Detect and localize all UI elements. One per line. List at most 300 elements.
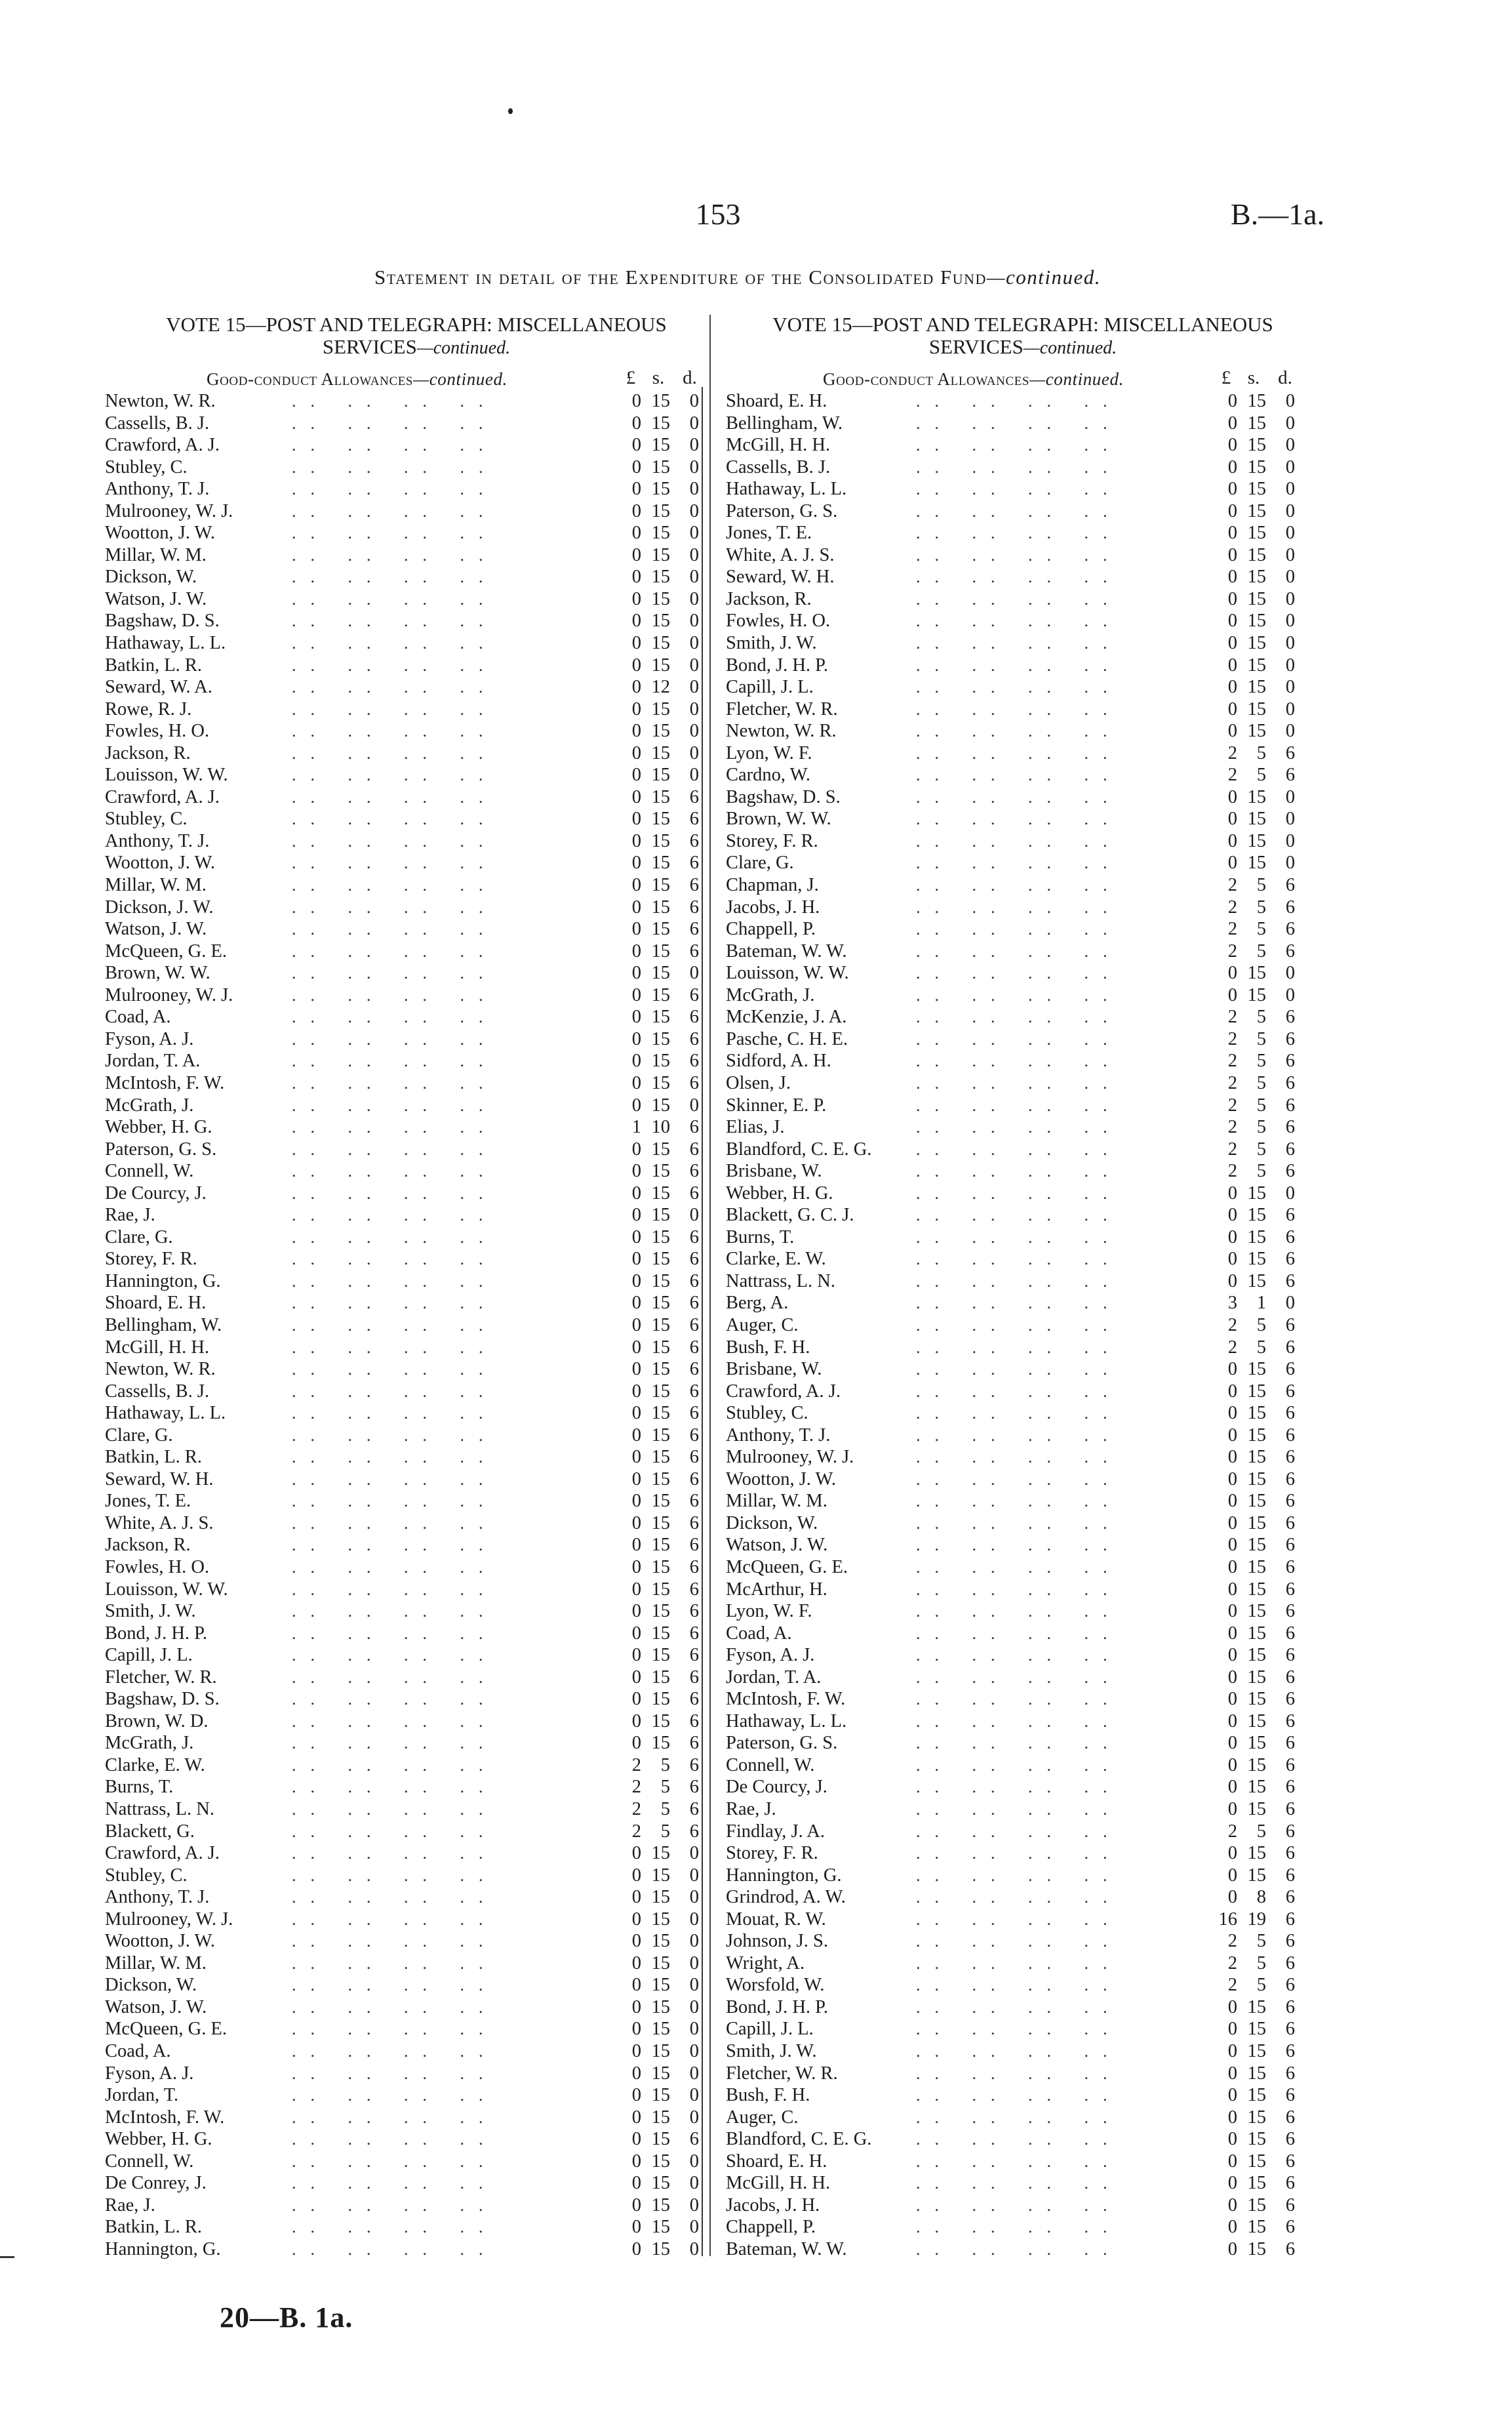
- amount: [615, 2063, 699, 2085]
- amount: [615, 1600, 699, 1623]
- amount-shillings: 1: [1256, 1293, 1266, 1314]
- amount-pence: 6: [689, 830, 699, 851]
- amount-pence: 6: [689, 1579, 699, 1600]
- amount-pounds: 2: [1227, 1028, 1237, 1049]
- payee-name: Clarke, E. W.: [105, 1754, 205, 1775]
- left-allowance-row: [105, 1710, 728, 1733]
- amount-pounds: 0: [631, 1183, 641, 1203]
- amount-shillings: 15: [1247, 698, 1266, 719]
- amount-pounds: 0: [1227, 2041, 1237, 2062]
- amount-pounds: 2: [631, 1821, 641, 1842]
- amount-shillings: 15: [1247, 1865, 1266, 1886]
- dot-leader: .. .. .. ..: [292, 721, 498, 741]
- payee-name: Bateman, W. W.: [726, 940, 847, 961]
- payee-name: Jacobs, J. H.: [726, 2194, 820, 2215]
- right-allowance-row: [726, 2084, 1328, 2107]
- amount-pounds: 0: [631, 611, 641, 632]
- amount-pence: 6: [1285, 1512, 1295, 1533]
- amount-pence: 6: [689, 897, 699, 918]
- dot-leader: .. .. .. ..: [916, 2042, 1122, 2061]
- right-allowance-row: [726, 1072, 1328, 1095]
- right-allowance-row: [726, 522, 1328, 544]
- amount-pence: 0: [1285, 655, 1295, 676]
- right-subheading-text: Good-conduct Allowances: [823, 369, 1030, 389]
- amount: [1211, 2084, 1295, 2107]
- amount-shillings: 15: [651, 698, 670, 719]
- dot-leader: .. .. .. ..: [292, 634, 498, 653]
- amount: [1211, 2238, 1295, 2261]
- payee-name: Wootton, J. W.: [105, 523, 215, 544]
- amount: [615, 1974, 699, 1996]
- left-allowance-row: [105, 808, 728, 830]
- amount-shillings: 15: [1247, 2151, 1266, 2172]
- dot-leader: .. .. .. ..: [916, 457, 1122, 477]
- left-subheading-continued: —continued.: [413, 369, 507, 389]
- amount-shillings: 15: [1247, 456, 1266, 477]
- payee-name: Stubley, C.: [726, 1403, 808, 1424]
- amount-shillings: 15: [1247, 1996, 1266, 2017]
- payee-name: Anthony, T. J.: [105, 830, 210, 851]
- amount-pence: 6: [1285, 1601, 1295, 1622]
- amount-pounds: 0: [631, 633, 641, 654]
- amount: [1211, 1116, 1295, 1139]
- payee-name: Blackett, G.: [105, 1821, 195, 1842]
- amount-pounds: 0: [631, 721, 641, 742]
- amount-pounds: 0: [631, 435, 641, 456]
- dot-leader: .. .. .. ..: [292, 1447, 498, 1467]
- amount: [1211, 1314, 1295, 1337]
- payee-name: Coad, A.: [726, 1623, 792, 1644]
- left-allowance-row: [105, 1402, 728, 1425]
- amount: [615, 1425, 699, 1447]
- payee-name: Paterson, G. S.: [726, 1733, 838, 1754]
- amount-pence: 6: [689, 1226, 699, 1247]
- dot-leader: .. .. .. ..: [916, 1293, 1122, 1313]
- dot-leader: .. .. .. ..: [916, 1535, 1122, 1555]
- amount-pounds: 0: [1227, 500, 1237, 521]
- dot-leader: .. .. .. ..: [916, 634, 1122, 653]
- amount-pence: 0: [1285, 435, 1295, 456]
- amount-shillings: 15: [1247, 633, 1266, 654]
- amount-pounds: 0: [631, 1381, 641, 1402]
- payee-name: Nattrass, L. N.: [105, 1799, 215, 1819]
- dot-leader: .. .. .. ..: [916, 1205, 1122, 1225]
- amount-pence: 6: [689, 1337, 699, 1358]
- dot-leader: .. .. .. ..: [292, 1404, 498, 1423]
- amount-shillings: 15: [651, 1270, 670, 1291]
- dot-leader: .. .. .. ..: [292, 1755, 498, 1775]
- amount-pence: 0: [689, 567, 699, 588]
- amount-pounds: 0: [631, 940, 641, 961]
- amount-pence: 0: [689, 1909, 699, 1930]
- payee-name: Burns, T.: [726, 1226, 795, 1247]
- amount-shillings: 15: [651, 391, 670, 411]
- payee-name: Fyson, A. J.: [726, 1645, 815, 1666]
- amount: [1211, 1292, 1295, 1314]
- amount: [1211, 962, 1295, 984]
- amount-pounds: 0: [631, 1028, 641, 1049]
- right-pence-header: d.: [1278, 367, 1292, 388]
- dot-leader: .. .. .. ..: [916, 1997, 1122, 2017]
- amount-pence: 0: [1285, 1293, 1295, 1314]
- dot-leader: .. .. .. ..: [916, 1073, 1122, 1093]
- amount-pounds: 0: [631, 391, 641, 411]
- amount-pounds: 0: [1227, 1710, 1237, 1731]
- amount-pounds: 0: [631, 1865, 641, 1886]
- dot-leader: .. .. .. ..: [292, 1381, 498, 1401]
- amount-shillings: 15: [1247, 677, 1266, 698]
- dot-leader: .. .. .. ..: [292, 1975, 498, 1995]
- left-allowance-row: [105, 676, 728, 698]
- amount-pounds: 0: [1227, 544, 1237, 565]
- amount-pounds: 2: [1227, 1952, 1237, 1973]
- dot-leader: .. .. .. ..: [292, 1249, 498, 1269]
- payee-name: Watson, J. W.: [105, 1996, 207, 2017]
- payee-name: Dickson, W.: [105, 1975, 197, 1996]
- amount: [615, 1139, 699, 1161]
- payee-name: Rae, J.: [726, 1799, 776, 1819]
- amount-shillings: 5: [660, 1821, 670, 1842]
- amount-pence: 0: [689, 721, 699, 742]
- amount-shillings: 15: [651, 500, 670, 521]
- amount: [1211, 2063, 1295, 2085]
- amount-pence: 0: [689, 1887, 699, 1908]
- dot-leader: .. .. .. ..: [916, 1425, 1122, 1445]
- amount-pounds: 0: [1227, 1183, 1237, 1203]
- amount-pounds: 0: [1227, 567, 1237, 588]
- amount-shillings: 15: [1247, 2173, 1266, 2194]
- right-allowance-row: [726, 2151, 1328, 2173]
- amount-shillings: 15: [651, 1887, 670, 1908]
- amount-pounds: 0: [631, 1095, 641, 1116]
- amount: [1211, 456, 1295, 479]
- left-allowance-row: [105, 2040, 728, 2063]
- left-allowance-row: [105, 413, 728, 435]
- amount-pence: 6: [1285, 1447, 1295, 1468]
- dot-leader: .. .. .. ..: [916, 1447, 1122, 1467]
- payee-name: Coad, A.: [105, 2041, 171, 2062]
- payee-name: Pasche, C. H. E.: [726, 1028, 848, 1049]
- amount-pence: 6: [1285, 2063, 1295, 2084]
- right-allowance-row: [726, 2128, 1328, 2151]
- amount-shillings: 15: [1247, 611, 1266, 632]
- payee-name: Lyon, W. F.: [726, 1601, 812, 1622]
- dot-leader: .. .. .. ..: [916, 479, 1122, 499]
- dot-leader: .. .. .. ..: [916, 1513, 1122, 1533]
- amount-shillings: 5: [1256, 1931, 1266, 1952]
- amount-pence: 0: [689, 1952, 699, 1973]
- amount-shillings: 15: [651, 1909, 670, 1930]
- dot-leader: .. .. .. ..: [916, 963, 1122, 983]
- amount: [615, 676, 699, 698]
- amount-pence: 6: [689, 1799, 699, 1819]
- payee-name: Clarke, E. W.: [726, 1249, 826, 1270]
- left-allowance-row: [105, 1116, 728, 1139]
- payee-name: Elias, J.: [726, 1117, 785, 1138]
- amount: [1211, 1490, 1295, 1512]
- amount: [615, 984, 699, 1007]
- payee-name: Newton, W. R.: [105, 1359, 216, 1380]
- amount-pence: 6: [689, 1139, 699, 1160]
- payee-name: Mulrooney, W. J.: [105, 984, 233, 1005]
- amount: [615, 1183, 699, 1205]
- amount-pence: 0: [689, 2238, 699, 2259]
- amount-pence: 6: [689, 919, 699, 940]
- amount: [1211, 1446, 1295, 1468]
- payee-name: Clare, G.: [105, 1226, 173, 1247]
- amount-pounds: 0: [1227, 677, 1237, 698]
- payee-name: Rae, J.: [105, 2194, 155, 2215]
- amount-shillings: 5: [1256, 897, 1266, 918]
- payee-name: Fletcher, W. R.: [726, 698, 838, 719]
- amount-pounds: 0: [1227, 786, 1237, 807]
- payee-name: Seward, W. A.: [105, 677, 212, 698]
- amount-shillings: 15: [1247, 2019, 1266, 2040]
- amount: [1211, 2151, 1295, 2173]
- dot-leader: .. .. .. ..: [916, 589, 1122, 609]
- payee-name: Bagshaw, D. S.: [105, 1689, 220, 1710]
- left-allowance-row: [105, 2151, 728, 2173]
- amount-shillings: 5: [660, 1799, 670, 1819]
- amount: [1211, 1996, 1295, 2019]
- right-allowance-row: [726, 764, 1328, 786]
- dot-leader: .. .. .. ..: [292, 655, 498, 675]
- right-allowance-row: [726, 1050, 1328, 1072]
- right-allowance-row: [726, 1139, 1328, 1161]
- amount-pounds: 0: [631, 567, 641, 588]
- left-allowance-row: [105, 852, 728, 874]
- payee-name: Berg, A.: [726, 1293, 789, 1314]
- amount-pence: 6: [689, 1007, 699, 1028]
- amount-pence: 6: [1285, 2129, 1295, 2150]
- right-rows: [726, 390, 1328, 2260]
- payee-name: De Conrey, J.: [105, 2173, 207, 2194]
- dot-leader: .. .. .. ..: [292, 2173, 498, 2193]
- dot-leader: .. .. .. ..: [292, 1425, 498, 1445]
- dot-leader: .. .. .. ..: [916, 1139, 1122, 1159]
- amount-pence: 0: [1285, 456, 1295, 477]
- amount: [615, 610, 699, 632]
- right-allowance-row: [726, 1644, 1328, 1667]
- payee-name: Burns, T.: [105, 1777, 174, 1798]
- amount-pounds: 0: [631, 2151, 641, 2172]
- amount: [615, 808, 699, 830]
- amount-shillings: 5: [1256, 919, 1266, 940]
- dot-leader: .. .. .. ..: [292, 853, 498, 873]
- dot-leader: .. .. .. ..: [916, 1381, 1122, 1401]
- right-allowance-row: [726, 413, 1328, 435]
- amount-pounds: 0: [631, 2173, 641, 2194]
- right-allowance-row: [726, 2063, 1328, 2085]
- dot-leader: .. .. .. ..: [292, 831, 498, 851]
- amount: [615, 1381, 699, 1403]
- amount-pence: 6: [1285, 1733, 1295, 1754]
- amount: [1211, 522, 1295, 544]
- amount-pounds: 0: [1227, 1799, 1237, 1819]
- left-allowance-row: [105, 897, 728, 919]
- amount-pence: 0: [689, 435, 699, 456]
- left-allowance-row: [105, 1776, 728, 1798]
- dot-leader: .. .. .. ..: [292, 589, 498, 609]
- amount-pence: 6: [1285, 1931, 1295, 1952]
- amount-pence: 6: [1285, 1051, 1295, 1072]
- dot-leader: .. .. .. ..: [292, 920, 498, 939]
- amount-shillings: 15: [651, 633, 670, 654]
- amount-pence: 6: [1285, 1952, 1295, 1973]
- amount-shillings: 15: [1247, 479, 1266, 500]
- amount: [1211, 1842, 1295, 1865]
- amount-pounds: 2: [631, 1754, 641, 1775]
- amount-pounds: 0: [1227, 853, 1237, 874]
- amount-shillings: 15: [651, 1095, 670, 1116]
- payee-name: Watson, J. W.: [726, 1535, 828, 1556]
- right-allowance-row: [726, 1754, 1328, 1777]
- right-allowance-row: [726, 1688, 1328, 1710]
- right-allowance-row: [726, 1183, 1328, 1205]
- payee-name: Watson, J. W.: [105, 588, 207, 609]
- amount: [1211, 984, 1295, 1007]
- right-allowance-row: [726, 1512, 1328, 1535]
- amount-shillings: 15: [1247, 1710, 1266, 1731]
- dot-leader: .. .. .. ..: [292, 1623, 498, 1643]
- payee-name: Chappell, P.: [726, 2217, 816, 2238]
- amount-shillings: 15: [1247, 500, 1266, 521]
- amount-pounds: 0: [631, 1205, 641, 1226]
- amount-shillings: 15: [651, 1975, 670, 1996]
- payee-name: Blandford, C. E. G.: [726, 2129, 872, 2150]
- dot-leader: .. .. .. ..: [916, 435, 1122, 455]
- amount-pence: 6: [1285, 1579, 1295, 1600]
- dot-leader: .. .. .. ..: [916, 1711, 1122, 1731]
- right-allowance-row: [726, 1909, 1328, 1931]
- dot-leader: .. .. .. ..: [292, 1360, 498, 1379]
- amount-pence: 6: [1285, 1710, 1295, 1731]
- amount-pence: 6: [1285, 1359, 1295, 1380]
- dot-leader: .. .. .. ..: [292, 1689, 498, 1709]
- amount-shillings: 15: [1247, 1645, 1266, 1666]
- amount-shillings: 15: [651, 413, 670, 434]
- right-allowance-row: [726, 1006, 1328, 1028]
- left-allowance-row: [105, 984, 728, 1007]
- amount-pounds: 0: [631, 1491, 641, 1512]
- amount-shillings: 15: [651, 1512, 670, 1533]
- amount-pence: 6: [1285, 1535, 1295, 1556]
- amount-pence: 0: [1285, 544, 1295, 565]
- left-allowance-row: [105, 1139, 728, 1161]
- dot-leader: .. .. .. ..: [292, 1777, 498, 1797]
- amount-shillings: 15: [1247, 1843, 1266, 1864]
- amount-pence: 6: [689, 1447, 699, 1468]
- dot-leader: .. .. .. ..: [916, 1315, 1122, 1335]
- right-allowance-row: [726, 1314, 1328, 1337]
- right-allowance-row: [726, 1974, 1328, 1996]
- right-allowance-row: [726, 1600, 1328, 1623]
- amount-pence: 6: [1285, 1007, 1295, 1028]
- left-allowance-row: [105, 1028, 728, 1051]
- amount-pounds: 0: [631, 1007, 641, 1028]
- amount-pounds: 1: [631, 1117, 641, 1138]
- amount-pence: 6: [689, 1491, 699, 1512]
- dot-leader: .. .. .. ..: [916, 1579, 1122, 1599]
- amount: [1211, 2216, 1295, 2238]
- left-allowance-row: [105, 1798, 728, 1821]
- dot-leader: .. .. .. ..: [916, 2173, 1122, 2193]
- amount-pounds: 0: [1227, 588, 1237, 609]
- amount: [1211, 918, 1295, 940]
- amount-pounds: 0: [1227, 2019, 1237, 2040]
- amount: [615, 2238, 699, 2261]
- payee-name: Newton, W. R.: [105, 391, 216, 411]
- payee-name: Brown, W. D.: [105, 1710, 209, 1731]
- amount-shillings: 15: [651, 2085, 670, 2106]
- amount-shillings: 15: [1247, 1249, 1266, 1270]
- amount-pounds: 0: [631, 1249, 641, 1270]
- amount-pounds: 0: [1227, 1226, 1237, 1247]
- amount-shillings: 15: [651, 1359, 670, 1380]
- amount-pounds: 0: [1227, 1996, 1237, 2017]
- amount-pence: 6: [1285, 1117, 1295, 1138]
- dot-leader: .. .. .. ..: [292, 1667, 498, 1687]
- amount: [615, 1402, 699, 1425]
- amount-pence: 6: [1285, 1205, 1295, 1226]
- amount-shillings: 15: [1247, 1205, 1266, 1226]
- amount-pence: 6: [689, 1468, 699, 1489]
- dot-leader: .. .. .. ..: [292, 479, 498, 499]
- amount: [615, 764, 699, 786]
- left-allowance-row: [105, 1865, 728, 1887]
- amount: [615, 1468, 699, 1491]
- dot-leader: .. .. .. ..: [916, 1646, 1122, 1665]
- left-allowance-row: [105, 1006, 728, 1028]
- left-allowance-row: [105, 2216, 728, 2238]
- amount-pence: 0: [689, 1205, 699, 1226]
- right-allowance-row: [726, 2018, 1328, 2040]
- amount: [615, 544, 699, 567]
- amount-pence: 6: [1285, 2173, 1295, 2194]
- right-allowance-row: [726, 1996, 1328, 2019]
- right-allowance-row: [726, 1821, 1328, 1843]
- amount: [615, 1358, 699, 1381]
- dot-leader: .. .. .. ..: [292, 567, 498, 587]
- amount-pence: 6: [1285, 1843, 1295, 1864]
- amount: [615, 1072, 699, 1095]
- amount-pence: 6: [1285, 1865, 1295, 1886]
- amount-pence: 6: [689, 1403, 699, 1424]
- amount-pence: 6: [1285, 1314, 1295, 1335]
- amount-shillings: 15: [651, 523, 670, 544]
- right-allowance-row: [726, 786, 1328, 809]
- amount-pence: 6: [1285, 919, 1295, 940]
- amount-pence: 6: [1285, 1689, 1295, 1710]
- payee-name: Millar, W. M.: [105, 1952, 207, 1973]
- amount-pounds: 0: [1227, 1865, 1237, 1886]
- amount-pounds: 2: [1227, 940, 1237, 961]
- left-allowance-row: [105, 1468, 728, 1491]
- amount-shillings: 15: [651, 655, 670, 676]
- left-allowance-row: [105, 1314, 728, 1337]
- payee-name: Hathaway, L. L.: [105, 633, 226, 654]
- amount-shillings: 15: [1247, 1799, 1266, 1819]
- amount-pence: 0: [689, 391, 699, 411]
- amount-shillings: 15: [1247, 853, 1266, 874]
- dot-leader: .. .. .. ..: [292, 1118, 498, 1137]
- payee-name: Connell, W.: [105, 2151, 194, 2172]
- payee-name: Jones, T. E.: [105, 1491, 191, 1512]
- dot-leader: .. .. .. ..: [292, 1931, 498, 1951]
- amount-pounds: 0: [1227, 1645, 1237, 1666]
- dot-leader: .. .. .. ..: [916, 1271, 1122, 1291]
- payee-name: Mulrooney, W. J.: [726, 1447, 854, 1468]
